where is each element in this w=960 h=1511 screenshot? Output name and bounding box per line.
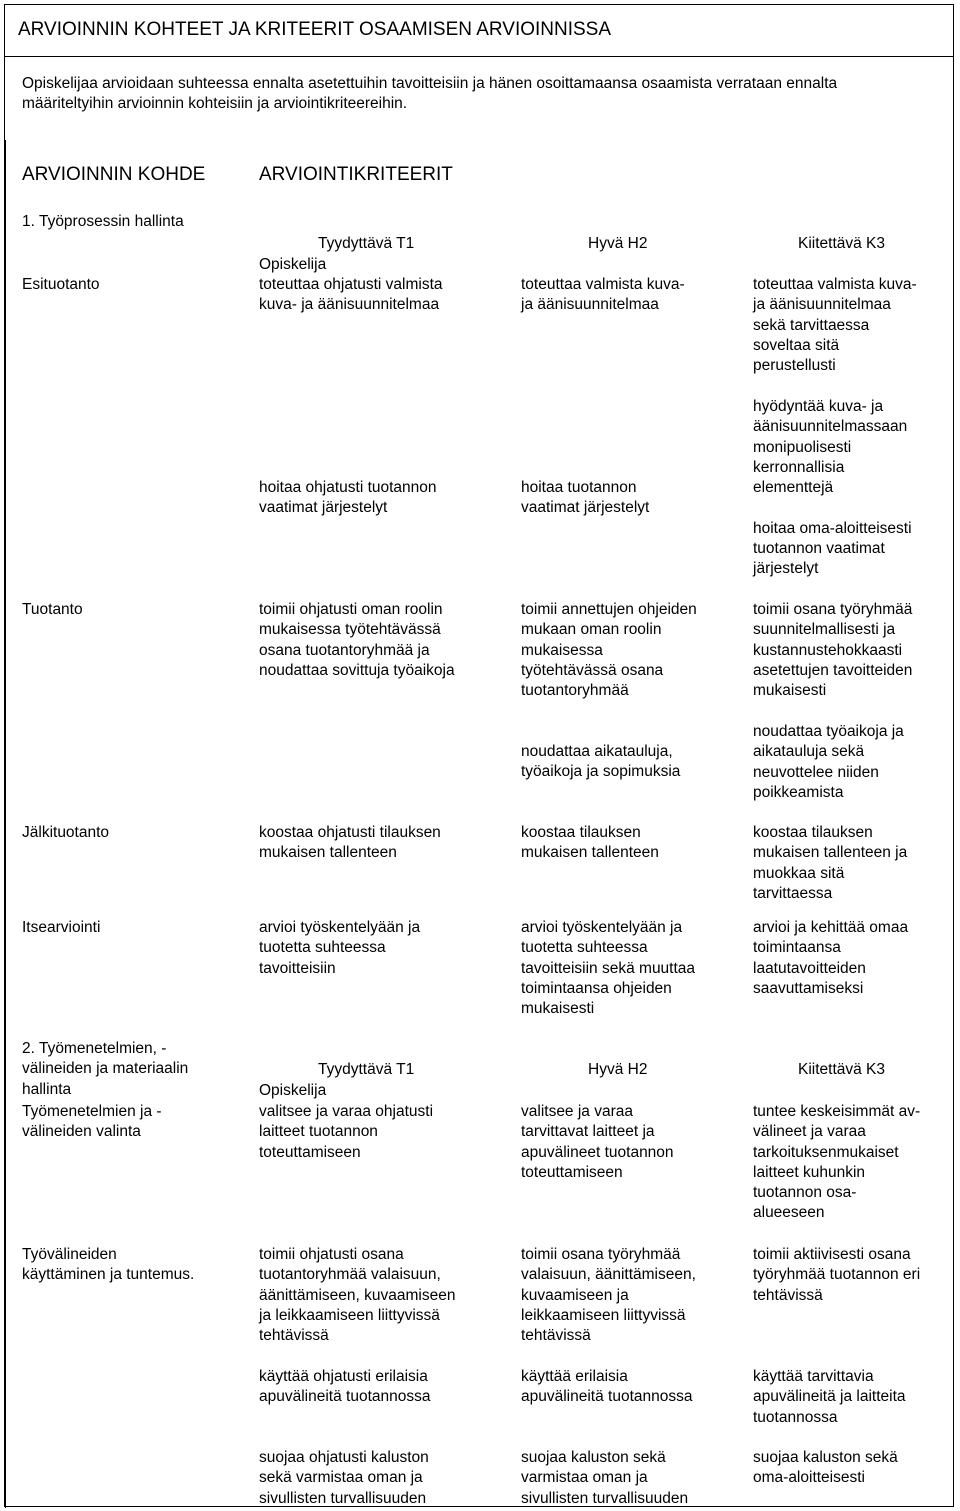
heading-kohde: ARVIOINNIN KOHDE [22,164,206,185]
page-title: ARVIOINNIN KOHTEET JA KRITEERIT OSAAMISEN ARVIOINNISSA [18,19,612,40]
criterion-h2: toteuttaa valmista kuva- ja äänisuunnitelmaa [521,276,685,314]
row-label: Tuotanto [22,601,83,618]
criterion-k3: toimii aktiivisesti osana työryhmää tuotannon eri tehtävissä [753,1246,921,1304]
row-label: Työmenetelmien ja - välineiden valinta [22,1103,162,1141]
criterion-k3: noudattaa työaikoja ja aikatauluja sekä neuvottelee niiden poikkeamista [753,723,904,801]
criterion-t1: suojaa ohjatusti kaluston sekä varmistaa oman ja sivullisten turvallisuuden [259,1449,429,1507]
grade-h2-header: Hyvä H2 [588,1061,648,1078]
grade-h2-header: Hyvä H2 [588,235,648,252]
criterion-t1: toimii ohjatusti osana tuotantoryhmää valaisuun, äänittämiseen, kuvaamiseen ja leikkaamiseen liittyvissä tehtävissä [259,1246,456,1345]
criterion-h2: toimii annettujen ohjeiden mukaan oman roolin mukaisessa työtehtävässä osana tuotantoryhmää [521,601,697,700]
criterion-t1: valitsee ja varaa ohjatusti laitteet tuotannon toteuttamiseen [259,1103,434,1161]
criterion-t1: hoitaa ohjatusti tuotannon vaatimat järjestelyt [259,479,437,517]
student-label: Opiskelija [259,1082,327,1099]
row-label: Jälkituotanto [22,824,110,841]
criterion-h2: käyttää erilaisia apuvälineitä tuotannossa [521,1368,693,1406]
title-bar [5,5,953,57]
criterion-k3: käyttää tarvittavia apuvälineitä ja laitteita tuotannossa [753,1368,906,1426]
criterion-k3: tuntee keskeisimmät av- välineet ja varaa tarkoituksenmukaiset laitteet kuhunkin tuotannon osa- alueeseen [753,1103,921,1222]
left-border [5,140,6,1508]
criterion-k3: toimii osana työryhmää suunnitelmallisesti ja kustannustehokkaasti asetettujen tavoitteiden mukaisesti [753,601,913,700]
section2-title: 2. Työmenetelmien, - välineiden ja materiaalin hallinta [22,1040,189,1098]
row-label: Työvälineiden käyttäminen ja tuntemus. [22,1246,195,1284]
criterion-k3: toteuttaa valmista kuva- ja äänisuunnitelmaa sekä tarvittaessa soveltaa sitä perustellusti [753,276,917,375]
criterion-h2: koostaa tilauksen mukaisen tallenteen [521,824,659,862]
criterion-t1: arvioi työskentelyään ja tuotetta suhteessa tavoitteisiin [259,919,421,977]
heading-kriteerit: ARVIOINTIKRITEERIT [259,164,453,185]
criterion-k3: arvioi ja kehittää omaa toimintaansa laatutavoitteiden saavuttamiseksi [753,919,909,997]
section1-title: 1. Työprosessin hallinta [22,213,184,230]
grade-t1-header: Tyydyttävä T1 [318,235,415,252]
grade-k3-header: Kiitettävä K3 [798,235,886,252]
criterion-h2: arvioi työskentelyään ja tuotetta suhteessa tavoitteisiin sekä muuttaa toimintaansa ohjeiden mukaisesti [521,919,696,1018]
criterion-k3: suojaa kaluston sekä oma-aloitteisesti [753,1449,898,1487]
criterion-k3: hyödyntää kuva- ja äänisuunnitelmassaan monipuolisesti kerronnallisia elementtejä hoitaa oma-aloitteisesti tuotannon vaatimat järjestelyt [753,398,912,578]
criterion-h2: noudattaa aikatauluja, työaikoja ja sopimuksia [521,743,681,781]
criterion-t1: toteuttaa ohjatusti valmista kuva- ja äänisuunnitelmaa [259,276,443,314]
document-page [4,4,954,1507]
criterion-h2: hoitaa tuotannon vaatimat järjestelyt [521,479,650,517]
row-label: Esituotanto [22,276,100,293]
row-label: Itsearviointi [22,919,101,936]
criterion-h2: valitsee ja varaa tarvittavat laitteet ja apuvälineet tuotannon toteuttamiseen [521,1103,674,1181]
criterion-t1: käyttää ohjatusti erilaisia apuvälineitä tuotannossa [259,1368,431,1406]
intro-text: Opiskelijaa arvioidaan suhteessa ennalta asetettuihin tavoitteisiin ja hänen osoittamaansa osaamista verrataan ennalta määriteltyihin arvioinnin kohteisiin ja arviointikriteereihin. [22,75,838,113]
criterion-k3: koostaa tilauksen mukaisen tallenteen ja muokkaa sitä tarvittaessa [753,824,908,902]
criterion-h2: toimii osana työryhmää valaisuun, äänittämiseen, kuvaamiseen ja leikkaamiseen liittyvissä tehtävissä [521,1246,696,1345]
criterion-t1: koostaa ohjatusti tilauksen mukaisen tallenteen [259,824,441,862]
student-label: Opiskelija [259,256,327,273]
grade-k3-header: Kiitettävä K3 [798,1061,886,1078]
criterion-t1: toimii ohjatusti oman roolin mukaisessa työtehtävässä osana tuotantoryhmää ja noudattaa sovittuja työaikoja [259,601,455,679]
criterion-h2: suojaa kaluston sekä varmistaa oman ja sivullisten turvallisuuden [521,1449,689,1507]
grade-t1-header: Tyydyttävä T1 [318,1061,415,1078]
